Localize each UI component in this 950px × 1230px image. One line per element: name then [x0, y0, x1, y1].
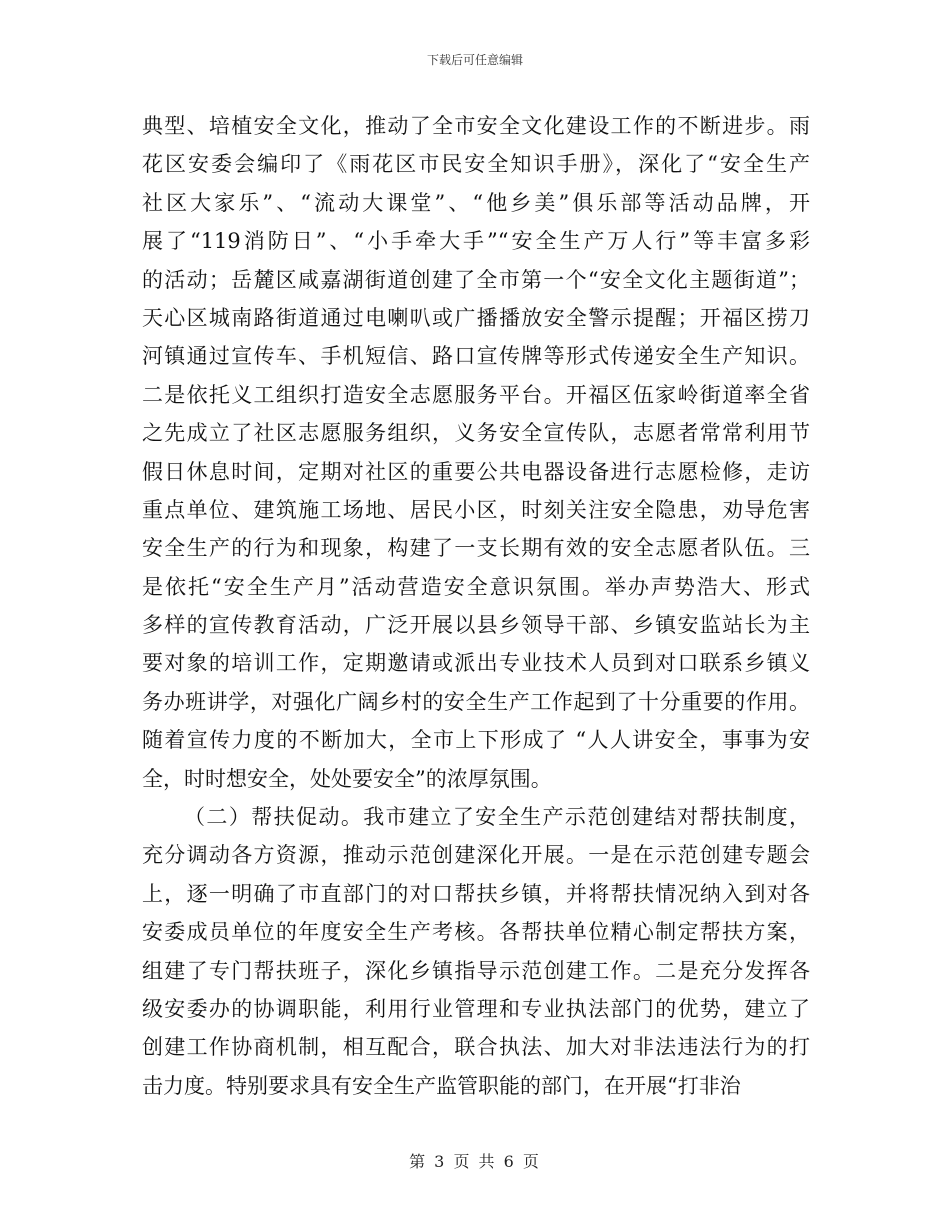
paragraph-line: 花区安委会编印了《雨花区市民安全知识手册》，深化了“安全生产: [142, 152, 810, 177]
paragraph-line: 假日休息时间，定期对社区的重要公共电器设备进行志愿检修，走访: [142, 459, 810, 484]
paragraph-line: 随着宣传力度的不断加大，全市上下形成了 “人人讲安全，事事为安: [142, 728, 810, 753]
paragraph-line: 安委成员单位的年度安全生产考核。各帮扶单位精心制定帮扶方案，: [142, 920, 810, 945]
paragraph-line: 级安委办的协调职能，利用行业管理和专业执法部门的优势，建立了: [142, 996, 810, 1021]
paragraph-line: 河镇通过宣传车、手机短信、路口宣传牌等形式传递安全生产知识。: [142, 344, 810, 369]
paragraph-line: 展了“119消防日”、“小手牵大手”“安全生产万人行”等丰富多彩: [142, 229, 810, 254]
paragraph-line: 二是依托义工组织打造安全志愿服务平台。开福区伍家岭街道率全省: [142, 382, 810, 407]
paragraph-line: （二）帮扶促动。我市建立了安全生产示范创建结对帮扶制度，: [184, 805, 810, 830]
paragraph-line: 的活动；岳麓区咸嘉湖街道创建了全市第一个“安全文化主题街道”；: [142, 267, 810, 292]
paragraph-line: 是依托“安全生产月”活动营造安全意识氛围。举办声势浩大、形式: [142, 574, 810, 599]
paragraph-line: 组建了专门帮扶班子，深化乡镇指导示范创建工作。二是充分发挥各: [142, 958, 810, 983]
paragraph-line: 社区大家乐”、“流动大课堂”、“他乡美”俱乐部等活动品牌，开: [142, 190, 810, 215]
document-body: [142, 107, 810, 1105]
paragraph-line: 重点单位、建筑施工场地、居民小区，时刻关注安全隐患，劝导危害: [142, 497, 810, 522]
paragraph-line: 务办班讲学，对强化广阔乡村的安全生产工作起到了十分重要的作用。: [142, 689, 810, 714]
paragraph-line: 安全生产的行为和现象，构建了一支长期有效的安全志愿者队伍。三: [142, 536, 810, 561]
paragraph-line: 天心区城南路街道通过电喇叭或广播播放安全警示提醒；开福区捞刀: [142, 305, 810, 330]
paragraph-line: 创建工作协商机制，相互配合，联合执法、加大对非法违法行为的打: [142, 1035, 810, 1060]
paragraph-line: 多样的宣传教育活动，广泛开展以县乡领导干部、乡镇安监站长为主: [142, 613, 810, 638]
paragraph-line: 击力度。特别要求具有安全生产监管职能的部门，在开展“打非治: [142, 1073, 741, 1098]
page-header: 下载后可任意编辑: [426, 53, 523, 67]
paragraph-line: 充分调动各方资源，推动示范创建深化开展。一是在示范创建专题会: [142, 843, 810, 868]
paragraph-line: 之先成立了社区志愿服务组织，义务安全宣传队，志愿者常常利用节: [142, 421, 810, 446]
paragraph-line: 要对象的培训工作，定期邀请或派出专业技术人员到对口联系乡镇义: [142, 651, 810, 676]
paragraph-line: 上，逐一明确了市直部门的对口帮扶乡镇，并将帮扶情况纳入到对各: [142, 881, 810, 906]
paragraph-2: [142, 798, 810, 1105]
page-number-footer: 第 3 页 共 6 页: [409, 1152, 541, 1171]
paragraph-line: 典型、培植安全文化，推动了全市安全文化建设工作的不断进步。雨: [142, 114, 810, 138]
paragraph-1: [142, 107, 810, 798]
paragraph-line: 全，时时想安全，处处要安全”的浓厚氛围。: [142, 766, 552, 791]
